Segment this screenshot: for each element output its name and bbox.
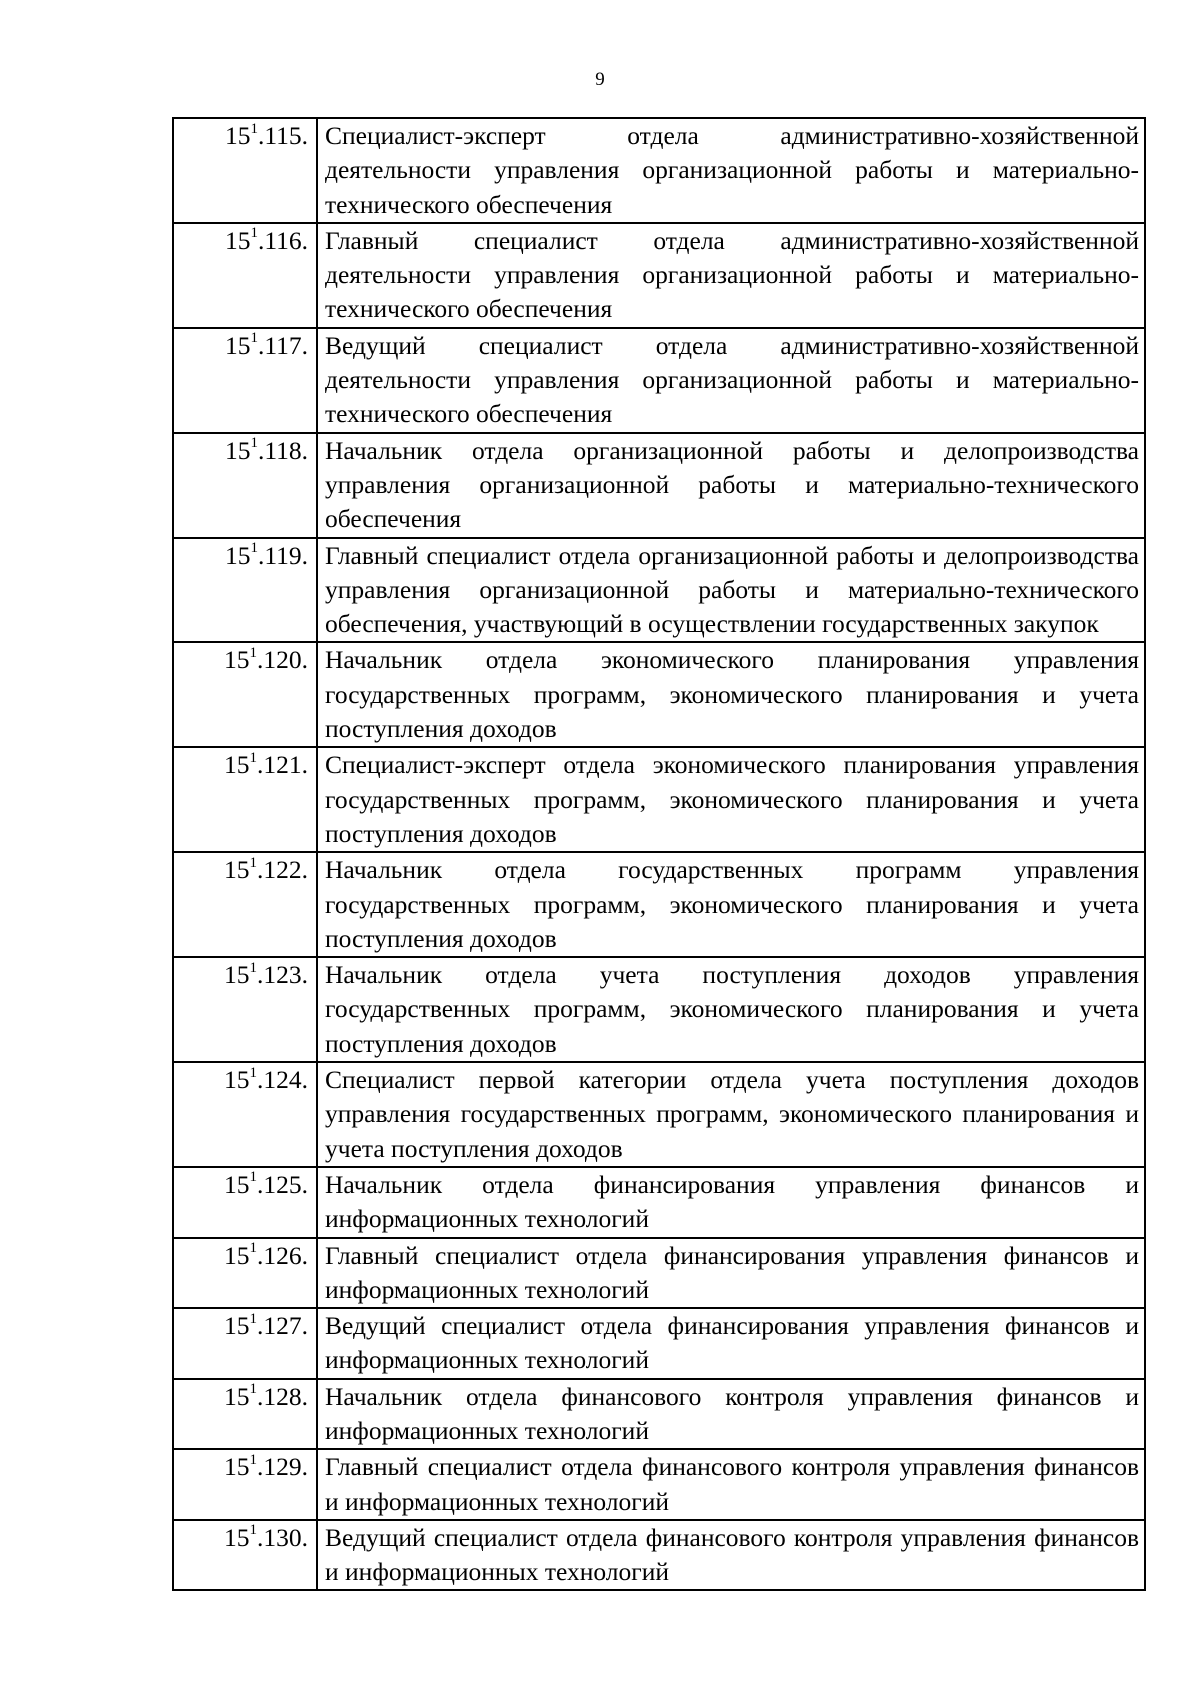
item-number-main: 15: [224, 1522, 250, 1552]
table-row: [173, 642, 1145, 747]
position-title-cell: Ведущий специалист отдела финансового контроля управления финансов и информационных технологий: [317, 1520, 1145, 1591]
position-title-cell: Специалист-эксперт отдела экономического планирования управления государственных программ, экономического планирования и учета поступления доходов: [317, 747, 1145, 852]
position-title-cell: Специалист-эксперт отдела административно-хозяйственной деятельности управления организационной работы и материально-технического обеспечения: [317, 118, 1145, 223]
item-number-suffix: .123.: [257, 960, 308, 990]
position-title-cell: Начальник отдела организационной работы и делопроизводства управления организационной работы и материально-технического обеспечения: [317, 433, 1145, 538]
item-number-superscript: 1: [249, 1064, 257, 1081]
item-number-suffix: .127.: [257, 1311, 308, 1341]
item-number-cell: [173, 328, 317, 433]
item-number-main: 15: [224, 1169, 250, 1199]
item-number-superscript: 1: [249, 1381, 257, 1398]
item-number-suffix: .119.: [257, 540, 308, 570]
item-number-suffix: .117.: [257, 330, 308, 360]
table-row: [173, 223, 1145, 328]
item-number-superscript: 1: [250, 540, 258, 557]
table-row: [173, 1520, 1145, 1591]
item-number-main: 15: [224, 225, 251, 255]
item-number-superscript: 1: [249, 1310, 257, 1327]
item-number-main: 15: [224, 1065, 250, 1095]
item-number-suffix: .122.: [257, 855, 308, 885]
item-number-suffix: .124.: [257, 1065, 308, 1095]
item-number-suffix: .116.: [257, 225, 308, 255]
item-number-cell: [173, 538, 317, 643]
position-title-cell: Главный специалист отдела административно-хозяйственной деятельности управления организационной работы и материально-технического обеспечения: [317, 223, 1145, 328]
item-number-main: 15: [224, 1240, 250, 1270]
positions-table-body: [173, 118, 1145, 1590]
item-number-superscript: 1: [249, 959, 257, 976]
position-title-cell: Начальник отдела экономического планирования управления государственных программ, экономического планирования и учета поступления доходов: [317, 642, 1145, 747]
item-number-suffix: .125.: [257, 1169, 308, 1199]
item-number-main: 15: [224, 330, 251, 360]
page-number: 9: [595, 69, 605, 90]
table-row: [173, 1379, 1145, 1450]
table-row: [173, 118, 1145, 223]
table-row: [173, 957, 1145, 1062]
position-title-cell: Специалист первой категории отдела учета поступления доходов управления государственных программ, экономического планирования и учета поступления доходов: [317, 1062, 1145, 1167]
item-number-superscript: 1: [250, 225, 258, 242]
item-number-cell: [173, 957, 317, 1062]
item-number-cell: [173, 1062, 317, 1167]
item-number-main: 15: [224, 1311, 250, 1341]
item-number-superscript: 1: [249, 1169, 257, 1186]
item-number-cell: [173, 1238, 317, 1309]
item-number-suffix: .120.: [257, 645, 308, 675]
position-title-cell: Начальник отдела учета поступления доходов управления государственных программ, экономического планирования и учета поступления доходов: [317, 957, 1145, 1062]
position-title-cell: Главный специалист отдела финансового контроля управления финансов и информационных технологий: [317, 1449, 1145, 1520]
positions-table: [172, 117, 1146, 1591]
item-number-superscript: 1: [250, 435, 258, 452]
table-row: [173, 328, 1145, 433]
position-title-cell: Ведущий специалист отдела финансирования управления финансов и информационных технологий: [317, 1308, 1145, 1379]
table-row: [173, 433, 1145, 538]
item-number-suffix: .118.: [257, 435, 308, 465]
position-title-cell: Начальник отдела государственных программ управления государственных программ, экономического планирования и учета поступления доходов: [317, 852, 1145, 957]
item-number-suffix: .130.: [257, 1522, 308, 1552]
item-number-suffix: .129.: [257, 1452, 308, 1482]
item-number-cell: [173, 852, 317, 957]
table-row: [173, 1167, 1145, 1238]
item-number-superscript: 1: [249, 749, 257, 766]
item-number-superscript: 1: [249, 854, 257, 871]
item-number-cell: [173, 118, 317, 223]
position-title-cell: Начальник отдела финансирования управления финансов и информационных технологий: [317, 1167, 1145, 1238]
item-number-cell: [173, 433, 317, 538]
item-number-superscript: 1: [249, 1451, 257, 1468]
item-number-cell: [173, 1520, 317, 1591]
table-row: [173, 538, 1145, 643]
position-title-cell: Главный специалист отдела организационной работы и делопроизводства управления организационной работы и материально-технического обеспечения, участвующий в осуществлении государственных закупок: [317, 538, 1145, 643]
item-number-superscript: 1: [249, 1522, 257, 1539]
item-number-main: 15: [224, 435, 251, 465]
table-row: [173, 1062, 1145, 1167]
table-row: [173, 747, 1145, 852]
item-number-main: 15: [224, 750, 250, 780]
item-number-main: 15: [224, 960, 250, 990]
item-number-superscript: 1: [249, 1240, 257, 1256]
position-title-cell: Ведущий специалист отдела административно-хозяйственной деятельности управления организационной работы и материально-технического обеспечения: [317, 328, 1145, 433]
table-row: [173, 1449, 1145, 1520]
item-number-suffix: .128.: [257, 1381, 308, 1411]
item-number-cell: [173, 1167, 317, 1238]
item-number-main: 15: [224, 1381, 250, 1411]
item-number-cell: [173, 642, 317, 747]
item-number-cell: [173, 223, 317, 328]
item-number-main: 15: [224, 540, 251, 570]
item-number-suffix: .121.: [257, 750, 308, 780]
table-row: [173, 1238, 1145, 1309]
item-number-cell: [173, 747, 317, 852]
item-number-superscript: 1: [250, 120, 258, 137]
position-title-cell: Главный специалист отдела финансирования управления финансов и информационных технологий: [317, 1238, 1145, 1309]
item-number-cell: [173, 1449, 317, 1520]
item-number-superscript: 1: [250, 330, 258, 347]
item-number-main: 15: [224, 1452, 250, 1482]
item-number-suffix: .115.: [257, 121, 308, 150]
table-row: [173, 1308, 1145, 1379]
item-number-main: 15: [224, 645, 250, 675]
item-number-cell: [173, 1308, 317, 1379]
position-title-cell: Начальник отдела финансового контроля управления финансов и информационных технологий: [317, 1379, 1145, 1450]
table-row: [173, 852, 1145, 957]
item-number-main: 15: [224, 855, 250, 885]
item-number-superscript: 1: [249, 644, 257, 661]
item-number-cell: [173, 1379, 317, 1450]
item-number-suffix: .126.: [257, 1240, 308, 1270]
item-number-main: 15: [224, 121, 251, 150]
